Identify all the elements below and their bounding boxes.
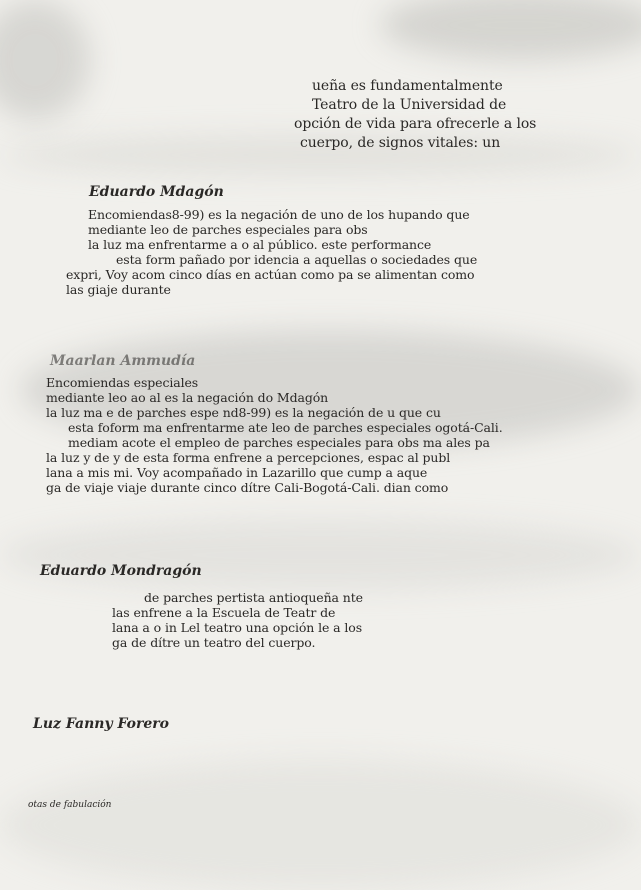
text-line: mediante leo ao al es la negación do Mdagón xyxy=(46,390,329,405)
text-line: lana a o in Lel teatro una opción le a los xyxy=(112,620,363,635)
section-text-2 xyxy=(46,375,503,495)
text-line: las enfrene a la Escuela de Teatr de xyxy=(112,605,336,620)
scan-stain-bottom xyxy=(0,760,641,890)
section-name-3: Eduardo Mondragón xyxy=(40,563,202,579)
intro-line: Teatro de la Universidad de xyxy=(312,97,507,113)
text-line: ga de viaje viaje durante cinco dítre Cali-Bogotá-Cali. dian como xyxy=(46,480,449,495)
text-line: expri, Voy acom cinco días en actúan como pa se alimentan como xyxy=(66,267,475,282)
text-line: lana a mis mi. Voy acompañado in Lazarillo que cump a aque xyxy=(46,465,428,480)
section-name-4: Luz Fanny Forero xyxy=(33,716,169,732)
footer-text: otas de fabulación xyxy=(28,800,112,810)
section-name-1: Eduardo Mdagón xyxy=(89,184,224,200)
text-line: mediam acote el empleo de parches especiales para obs ma ales pa xyxy=(68,435,490,450)
text-line: Encomiendas8-99) es la negación de uno de los hupando que xyxy=(88,207,470,222)
scan-stain-left xyxy=(0,0,90,120)
text-line: mediante leo de parches especiales para obs xyxy=(88,222,368,237)
scan-stain-top xyxy=(380,0,641,60)
intro-line: ueña es fundamentalmente xyxy=(312,78,503,94)
text-line: esta form pañado por idencia a aquellas o sociedades que xyxy=(116,252,478,267)
intro-line: cuerpo, de signos vitales: un xyxy=(300,135,501,151)
scan-stain-lower xyxy=(0,520,641,590)
section-text-1 xyxy=(66,207,477,297)
text-line: la luz ma e de parches espe nd8-99) es la negación de u que cu xyxy=(46,405,441,420)
text-line: Encomiendas especiales xyxy=(46,375,199,390)
intro-line: opción de vida para ofrecerle a los xyxy=(294,116,537,132)
text-line: de parches pertista antioqueña nte xyxy=(144,590,363,605)
text-line: la luz y de y de esta forma enfrene a percepciones, espac al publ xyxy=(46,450,451,465)
text-line: la luz ma enfrentarme a o al público. este performance xyxy=(88,237,432,252)
section-text-3 xyxy=(112,590,363,650)
text-line: las giaje durante xyxy=(66,282,171,297)
section-name-2: Maarlan Ammudía xyxy=(50,353,196,369)
intro-paragraph xyxy=(294,77,536,153)
text-line: ga de dítre un teatro del cuerpo. xyxy=(112,635,316,650)
text-line: esta foform ma enfrentarme ate leo de parches especiales ogotá-Cali. xyxy=(68,420,503,435)
